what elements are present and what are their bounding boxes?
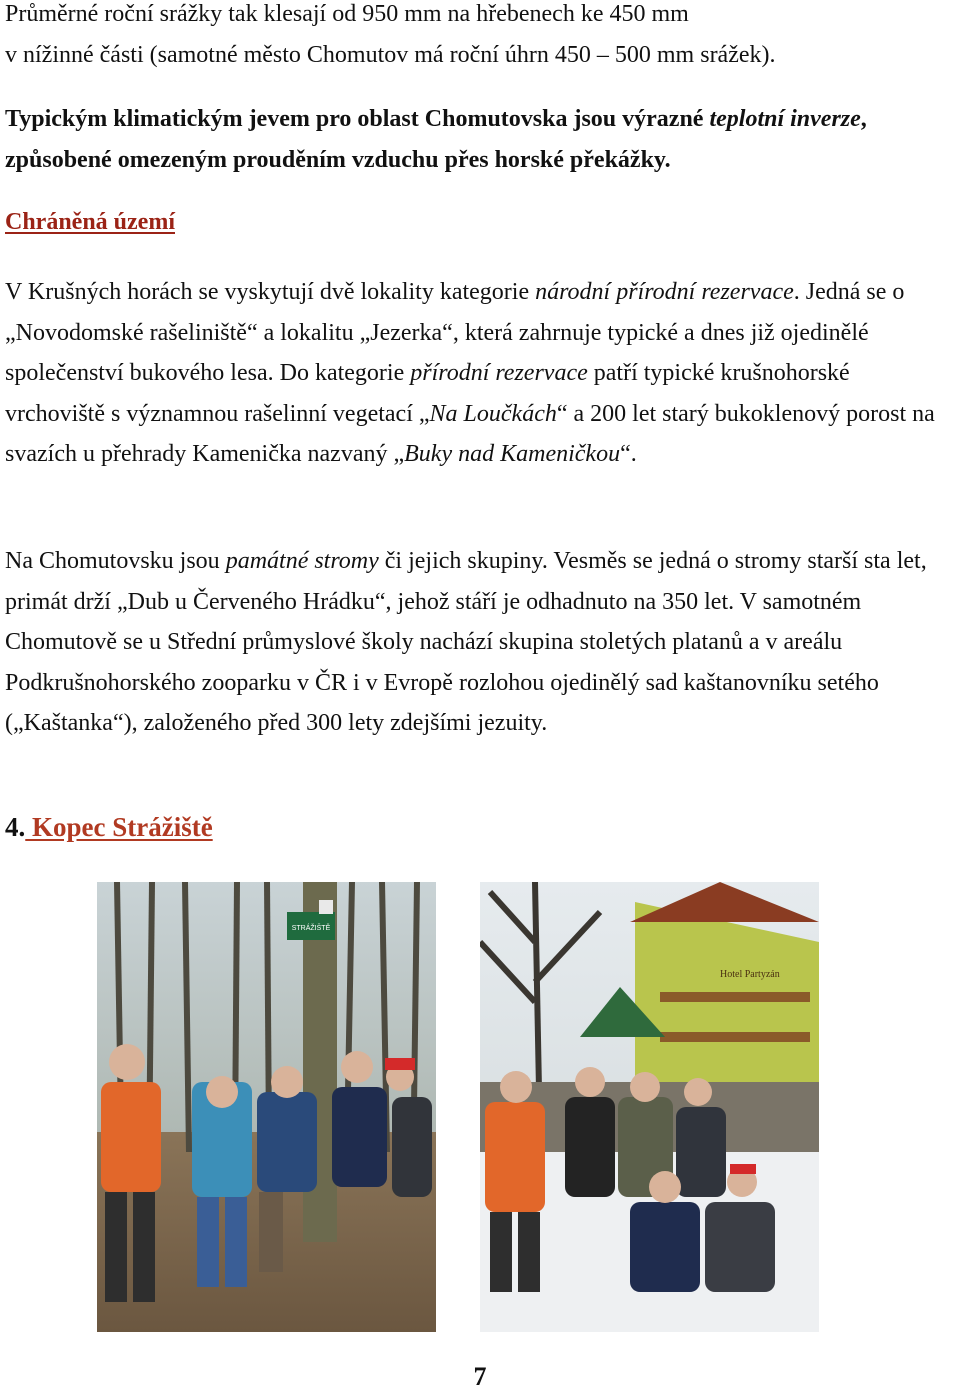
page-number: 7 (473, 1362, 487, 1391)
paragraph-protected-areas: V Krušných horách se vyskytují dvě lokality kategorie národní přírodní rezervace. Jedná se o „Novodomské rašeliniště“ a lokalitu „Jezerka“, která zahrnuje typické a dnes již ojedinělé společenství bukového lesa. Do kategorie přírodní rezervace patří typické krušnohorské vrchoviště s významnou rašelinní vegetací „Na Loučkách“ a 200 let starý bukoklenový porost na svazích u přehrady Kamenička nazvaný „Buky nad Kameničkou“. (5, 279, 935, 467)
sign-text: STRÁŽIŠTĚ (291, 925, 331, 932)
paragraph-line: Průměrné roční srážky tak klesají od 950 mm na hřebenech ke 450 mm (5, 1, 689, 27)
italic-term: přírodní rezervace (410, 360, 588, 386)
italic-term: Na Loučkách (429, 400, 557, 427)
hotel-sign-text: Hotel Partyzán (720, 969, 780, 980)
italic-term: teplotní inverze (709, 106, 861, 132)
paragraph-memorable-trees: Na Chomutovsku jsou památné stromy či jejich skupiny. Vesměs se jedná o stromy starší sta let, primát drží „Dub u Červeného Hrádku“, jehož stáří je odhadnuto na 350 let. V samotném Chomutově se u Střední průmyslové školy nachází skupina stoletých platanů a v areálu Podkrušnohorského zooparku v ČR i v Evropě rozlohou ojedinělý sad kaštanovníku setého („Kaštanka“), založeného před 300 lety zdejšími jezuity. (5, 548, 927, 736)
paragraph-precipitation (5, 0, 955, 75)
italic-term: Buky nad Kameničkou (404, 441, 621, 467)
italic-term: památné stromy (225, 548, 379, 574)
photo-forest-group (97, 882, 436, 1332)
section-number: 4. (5, 812, 26, 842)
paragraph-line: v nížinné části (samotné město Chomutov má roční úhrn 450 – 500 mm srážek). (5, 41, 776, 68)
section-heading (5, 812, 213, 843)
italic-term: národní přírodní rezervace (535, 279, 794, 305)
heading-protected-areas: Chráněná území (5, 209, 175, 235)
section-title: Kopec Strážiště (25, 812, 213, 842)
photo-forest-image (97, 882, 436, 1332)
paragraph-inversion: Typickým klimatickým jevem pro oblast Chomutovska jsou výrazné teplotní inverze, způsobené omezeným prouděním vzduchu přes horské překážky. (5, 106, 867, 173)
photo-hotel-image (480, 882, 819, 1332)
photo-hotel-group (480, 882, 819, 1332)
